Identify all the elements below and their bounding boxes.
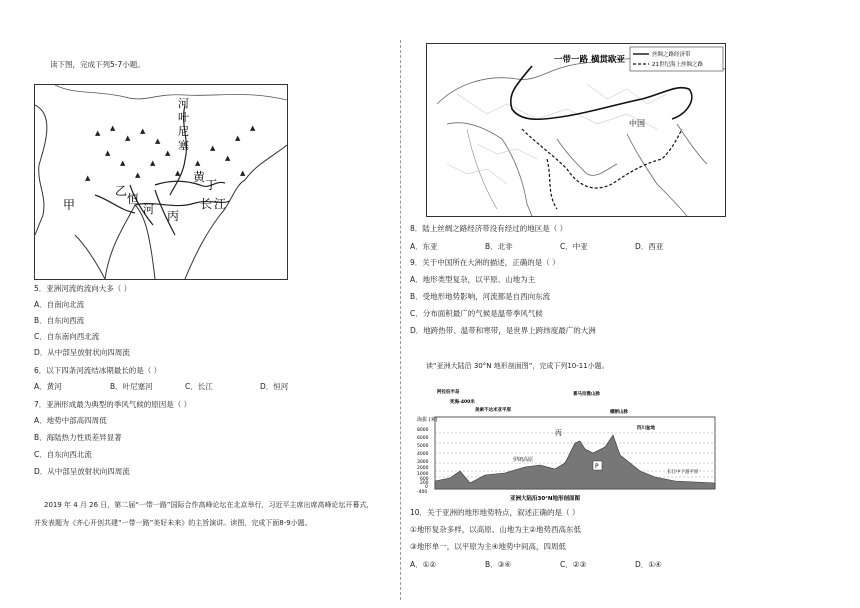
q8-option-c[interactable]: C．中亚 bbox=[560, 242, 588, 251]
q9-option-b[interactable]: B．受地形地势影响，河流都是自西向东流 bbox=[410, 292, 551, 301]
q10-option-a[interactable]: A．①② bbox=[410, 560, 437, 569]
label-bing: 丙 bbox=[167, 209, 180, 223]
label-heng: 恒 bbox=[127, 192, 140, 206]
intro-5-7: 读下图，完成下列5-7小题。 bbox=[50, 60, 145, 69]
svg-text:▲: ▲ bbox=[105, 149, 111, 157]
q6-option-b[interactable]: B．叶尼塞河 bbox=[110, 382, 153, 391]
svg-text:▲: ▲ bbox=[235, 134, 241, 142]
label-he: 河 bbox=[178, 97, 189, 110]
terrain-profile-svg bbox=[415, 383, 720, 503]
svg-text:▲: ▲ bbox=[225, 154, 231, 162]
place-arabia: 阿拉伯半岛 bbox=[437, 390, 460, 395]
svg-text:▲: ▲ bbox=[150, 159, 156, 167]
svg-text:▲: ▲ bbox=[125, 134, 131, 142]
y-tick-600: 600 bbox=[420, 477, 429, 482]
q7-option-a[interactable]: A．地势中部高四周低 bbox=[34, 416, 107, 425]
belt-road-map bbox=[426, 43, 726, 217]
q10-option-c[interactable]: C．②③ bbox=[560, 560, 587, 569]
label-sai: 塞 bbox=[178, 139, 189, 152]
q9-stem: 9．关于中国所在大洲的描述，正确的是（ ） bbox=[410, 258, 560, 267]
y-tick-neg400: -400 bbox=[417, 490, 428, 495]
label-he2: 河 bbox=[143, 203, 154, 216]
y-tick-3000: 3000 bbox=[417, 460, 429, 465]
svg-text:▲: ▲ bbox=[210, 144, 216, 152]
svg-text:▲: ▲ bbox=[165, 149, 171, 157]
svg-text:▲: ▲ bbox=[110, 124, 116, 132]
q8-option-d[interactable]: D．西亚 bbox=[635, 242, 664, 251]
q7-option-d[interactable]: D．从中部呈放射状向四周流 bbox=[34, 467, 130, 476]
q5-option-a[interactable]: A．自南向北流 bbox=[34, 300, 85, 309]
y-tick-6000: 6000 bbox=[417, 436, 429, 441]
q10-line3: ③地形单一，以平原为主④地势中间高，四周低 bbox=[410, 542, 566, 551]
svg-text:▲: ▲ bbox=[120, 159, 126, 167]
profile-caption: 亚洲大陆沿30°N地形剖面图 bbox=[510, 496, 581, 502]
q6-stem: 6．以下四条河流结冰期最长的是（ ） bbox=[34, 366, 162, 375]
terrain-profile bbox=[415, 383, 720, 503]
q5-stem: 5．亚洲河流的流向大多（ ） bbox=[34, 284, 132, 293]
intro-8-9-line1: 2019 年 4 月 26 日，第二届“一带一路”国际合作高峰论坛在北京举行，习近平主席出席高峰论坛开幕式， bbox=[44, 501, 374, 509]
q8-stem: 8．陆上丝绸之路经济带没有经过的地区是（ ） bbox=[410, 224, 568, 233]
q6-option-c[interactable]: C．长江 bbox=[185, 382, 213, 391]
label-ye: 叶 bbox=[178, 111, 189, 124]
svg-text:▲: ▲ bbox=[250, 124, 256, 132]
place-bing: 丙 bbox=[555, 429, 562, 437]
y-tick-4000: 4000 bbox=[417, 452, 429, 457]
q5-option-c[interactable]: C．自东南向西北流 bbox=[34, 332, 100, 341]
q9-option-c[interactable]: C．分布面积最广的气候是温带季风气候 bbox=[410, 309, 543, 318]
place-yangtze: 长江中下游平原 bbox=[667, 470, 699, 475]
label-huang: 黄 bbox=[193, 170, 206, 184]
y-tick-0: 0 bbox=[425, 485, 428, 490]
y-tick-200: 200 bbox=[420, 481, 429, 486]
svg-text:▲: ▲ bbox=[95, 129, 101, 137]
q5-option-b[interactable]: B．自东向西流 bbox=[34, 316, 85, 325]
svg-text:▲: ▲ bbox=[85, 174, 91, 182]
belt-road-svg bbox=[427, 44, 725, 216]
y-tick-2000: 2000 bbox=[417, 466, 429, 471]
svg-text:▲: ▲ bbox=[135, 171, 141, 179]
q10-line2: ①地形复杂多样，以高原、山地为主②地势西高东低 bbox=[410, 525, 581, 534]
place-mesopotamia: 美索不达米亚平原 bbox=[475, 408, 511, 413]
label-jia: 甲 bbox=[63, 198, 76, 212]
place-hengduan: 横断山脉 bbox=[610, 410, 628, 415]
intro-10-11: 读“亚洲大陆沿 30°N 地形剖面图”，完成下列10-11小题。 bbox=[426, 362, 609, 370]
marker-p: P bbox=[595, 463, 599, 470]
y-tick-5000: 5000 bbox=[417, 444, 429, 449]
y-tick-8000: 8000 bbox=[417, 428, 429, 433]
place-dead-sea: 死海-400米 bbox=[450, 400, 475, 405]
place-sichuan: 四川盆地 bbox=[637, 426, 655, 431]
label-jiang: 江 bbox=[214, 197, 227, 211]
q5-option-d[interactable]: D．从中部呈放射状向四周流 bbox=[34, 348, 130, 357]
svg-text:▲: ▲ bbox=[155, 137, 161, 145]
q7-stem: 7．亚洲形成最为典型的季风气候的原因是（ ） bbox=[34, 400, 192, 409]
q9-option-a[interactable]: A．地形类型复杂，以平原、山地为主 bbox=[410, 275, 536, 284]
label-chang: 长 bbox=[200, 197, 213, 211]
svg-text:▲: ▲ bbox=[240, 169, 246, 177]
map2-title: 一带一路 横贯欧亚 bbox=[554, 55, 625, 65]
asia-rivers-map bbox=[34, 84, 288, 280]
q10-option-d[interactable]: D．①④ bbox=[635, 560, 662, 569]
legend-sea: 21世纪海上丝绸之路 bbox=[652, 62, 703, 68]
label-yi: 乙 bbox=[115, 184, 128, 198]
label-ni: 尼 bbox=[178, 125, 189, 138]
q10-option-b[interactable]: B．③④ bbox=[485, 560, 512, 569]
y-axis-title: 海拔 (米) bbox=[417, 417, 438, 423]
q6-option-a[interactable]: A．黄河 bbox=[34, 382, 62, 391]
place-himalaya: 喜马拉雅山脉 bbox=[573, 392, 600, 397]
q8-option-b[interactable]: B．北非 bbox=[485, 242, 513, 251]
china-label: 中国 bbox=[629, 119, 645, 128]
q9-option-d[interactable]: D．地跨热带、温带和寒带，是世界上跨纬度最广的大洲 bbox=[410, 326, 596, 335]
place-iran: 伊朗高原 bbox=[513, 457, 534, 463]
intro-8-9-line2: 并发表题为《齐心开创共建“一带一路”美好未来》的主旨演讲。读图，完成下面8-9小题。 bbox=[34, 519, 312, 527]
y-tick-1000: 1000 bbox=[417, 472, 429, 477]
q7-option-b[interactable]: B．海陆热力性质差异显著 bbox=[34, 433, 122, 442]
asia-map-svg bbox=[35, 85, 287, 279]
svg-text:▲: ▲ bbox=[175, 169, 181, 177]
q6-option-d[interactable]: D．恒河 bbox=[260, 382, 289, 391]
q10-stem: 10．关于亚洲的地形地势特点，叙述正确的是（ ） bbox=[410, 508, 580, 517]
q8-option-a[interactable]: A．东亚 bbox=[410, 242, 438, 251]
svg-text:▲: ▲ bbox=[195, 159, 201, 167]
legend-land: 丝绸之路经济带 bbox=[652, 52, 691, 58]
q7-option-c[interactable]: C．自东向西北流 bbox=[34, 450, 92, 459]
svg-text:▲: ▲ bbox=[140, 127, 146, 135]
label-ding: 丁 bbox=[205, 178, 218, 192]
column-divider bbox=[400, 40, 401, 600]
